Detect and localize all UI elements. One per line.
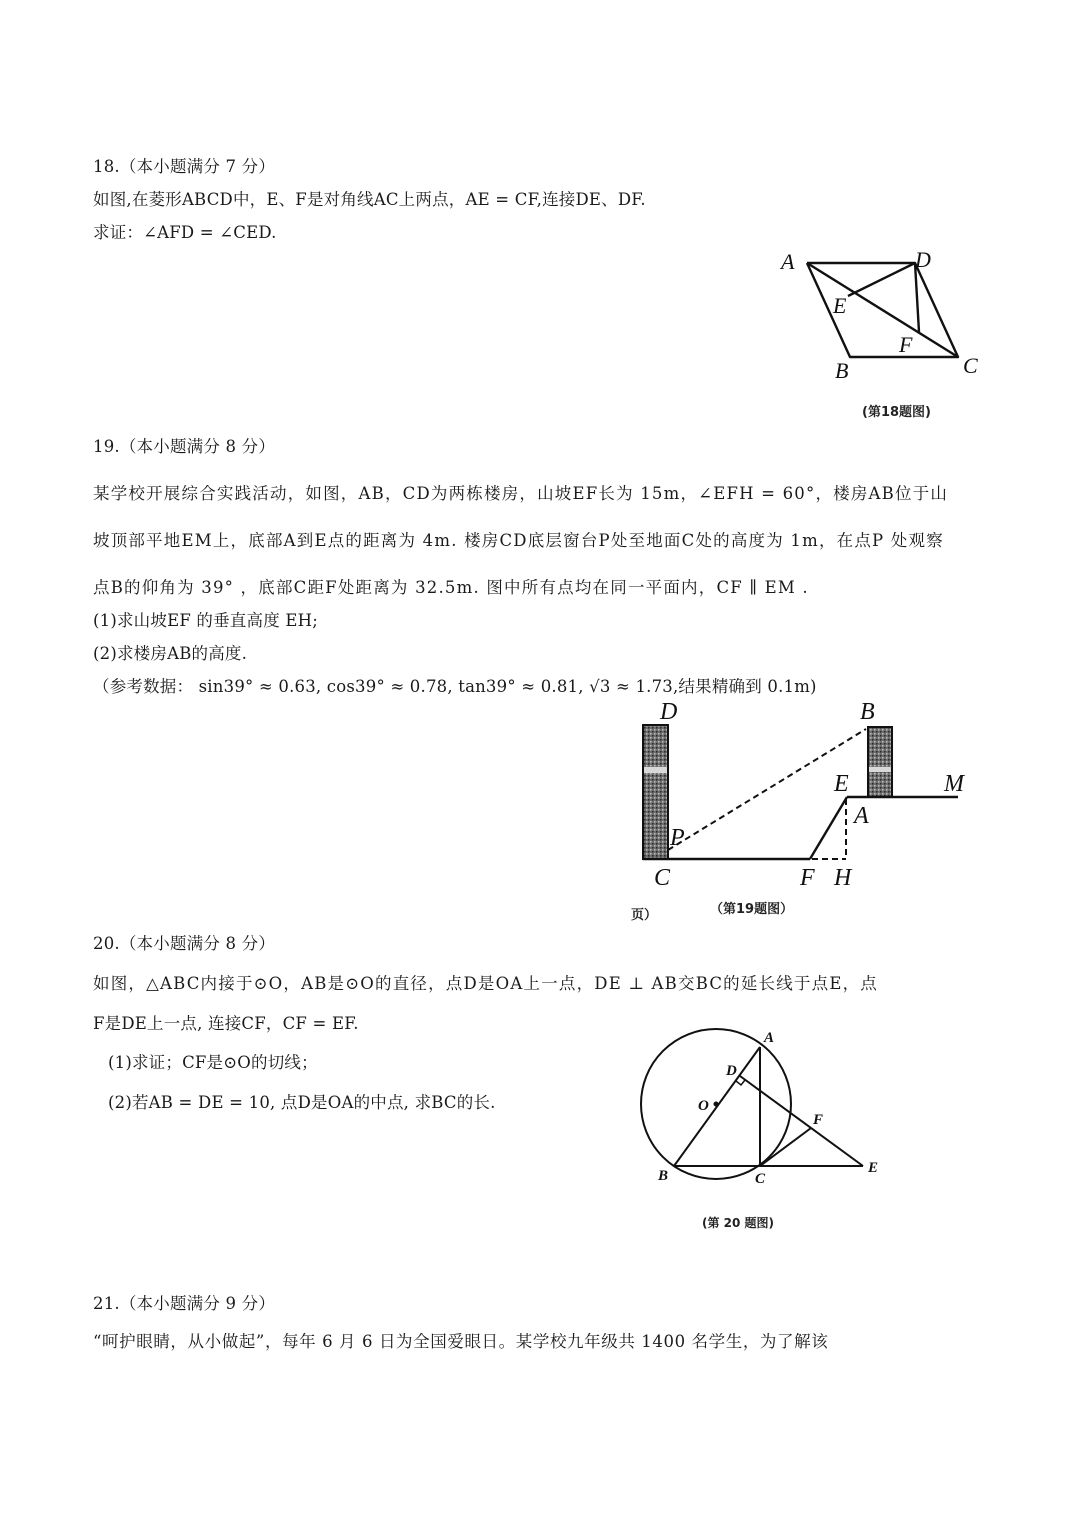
q21-header: 21.（本小题满分 9 分）	[93, 1294, 276, 1313]
q20-label-e: E	[868, 1160, 879, 1176]
q20-label-b: B	[658, 1168, 669, 1184]
q20-label-o: O	[698, 1098, 709, 1114]
q19-caption: （第19题图）	[710, 902, 794, 917]
q18-caption: (第18题图)	[862, 405, 931, 420]
q20-header: 20.（本小题满分 8 分）	[93, 934, 276, 953]
q18-label-c: C	[963, 353, 978, 378]
q18-label-d: D	[915, 247, 931, 272]
q19-header: 19.（本小题满分 8 分）	[93, 437, 276, 456]
q19-label-b: B	[860, 699, 875, 725]
q20-label-f: F	[813, 1112, 824, 1128]
q20-part2: (2)若AB = DE = 10, 点D是OA的中点, 求BC的长.	[108, 1093, 496, 1112]
q19-statement-line2: 坡顶部平地EM上，底部A到E点的距离为 4m. 楼房CD底层窗台P处至地面C处的高度为 1m，在点P 处观察	[93, 531, 944, 550]
building-cd	[643, 725, 668, 859]
q19-statement-line3: 点B的仰角为 39° ，底部C距F处距离为 32.5m. 图中所有点均在同一平面内，CF ∥ EM .	[93, 578, 809, 597]
q20-statement-line2: F是DE上一点, 连接CF，CF = EF.	[93, 1014, 359, 1033]
q21-statement-line1: “呵护眼睛，从小做起”，每年 6 月 6 日为全国爱眼日。某学校九年级共 1400 名学生，为了解该	[93, 1332, 829, 1351]
q19-stray-text: 页）	[631, 908, 658, 923]
q20-circle-figure	[630, 1020, 890, 1195]
q18-statement: 如图,在菱形ABCD中，E、F是对角线AC上两点，AE = CF,连接DE、DF.	[93, 190, 646, 209]
q20-label-a: A	[764, 1030, 775, 1046]
q19-buildings-figure	[620, 695, 990, 895]
q19-label-p: P	[670, 825, 685, 851]
q19-part2: (2)求楼房AB的高度.	[93, 644, 248, 663]
q19-part1: (1)求山坡EF 的垂直高度 EH;	[93, 611, 318, 630]
q19-reference: （参考数据： sin39° ≈ 0.63, cos39° ≈ 0.78, tan39° ≈ 0.81, √3 ≈ 1.73,结果精确到 0.1m)	[93, 677, 817, 696]
q19-statement-line1: 某学校开展综合实践活动，如图，AB，CD为两栋楼房，山坡EF长为 15m，∠EFH = 60°，楼房AB位于山	[93, 484, 949, 503]
q20-caption: (第 20 题图)	[702, 1216, 775, 1230]
q19-label-c: C	[654, 865, 671, 891]
q19-label-e: E	[834, 771, 849, 797]
q18-rhombus-figure	[775, 245, 1005, 385]
q19-label-h: H	[834, 865, 852, 891]
q18-label-f: F	[899, 332, 913, 357]
q20-statement-line1: 如图，△ABC内接于⊙O，AB是⊙O的直径，点D是OA上一点，DE ⊥ AB交BC的延长线于点E，点	[93, 974, 879, 993]
q18-label-e: E	[833, 293, 847, 318]
q20-part1: (1)求证；CF是⊙O的切线；	[108, 1053, 318, 1072]
building-ab	[868, 727, 892, 797]
q19-label-d: D	[660, 699, 678, 725]
q18-header: 18.（本小题满分 7 分）	[93, 157, 276, 176]
q18-prove: 求证：∠AFD = ∠CED.	[93, 223, 277, 242]
q19-label-a: A	[854, 803, 869, 829]
q20-label-d: D	[726, 1063, 737, 1079]
q19-label-m: M	[944, 771, 964, 797]
q20-label-c: C	[755, 1171, 766, 1187]
q18-label-a: A	[781, 249, 795, 274]
q19-label-f: F	[800, 865, 815, 891]
q18-label-b: B	[835, 358, 849, 383]
